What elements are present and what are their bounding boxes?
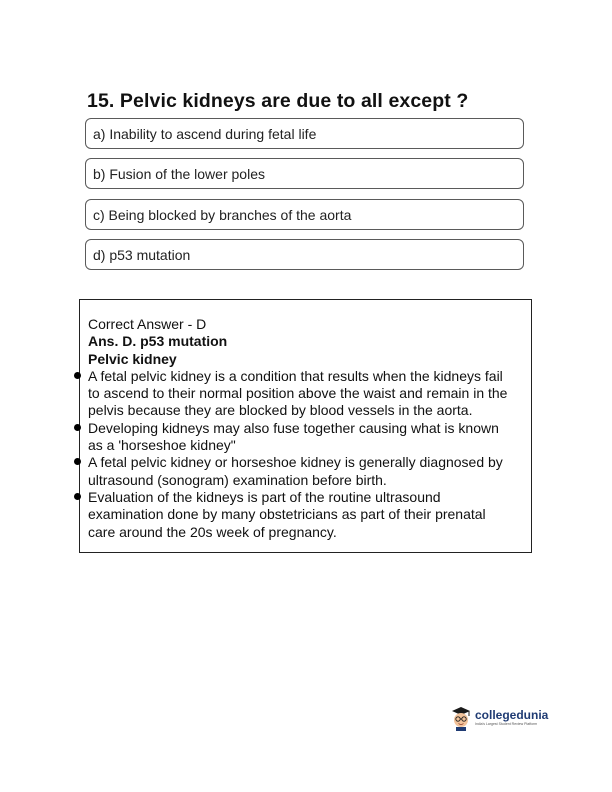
option-a[interactable] bbox=[85, 118, 524, 149]
bullet-4-line-2: examination done by many obstetricians as part of their prenatal bbox=[88, 506, 486, 523]
answer-content bbox=[88, 316, 524, 541]
explanation-bullet-3 bbox=[88, 454, 524, 489]
explanation-list bbox=[88, 368, 524, 541]
explanation-bullet-1 bbox=[88, 368, 524, 420]
explanation-bullet-4 bbox=[88, 489, 524, 541]
explanation-bullet-2 bbox=[88, 420, 524, 455]
logo-tagline: India's Largest Student Review Platform bbox=[475, 722, 538, 726]
topic-heading: Pelvic kidney bbox=[88, 350, 177, 367]
option-c-label: c) Being blocked by branches of the aorta bbox=[93, 206, 352, 223]
bullet-4-line-3: care around the 20s week of pregnancy. bbox=[88, 523, 337, 540]
logo-text bbox=[475, 709, 548, 727]
answer-explanation-box bbox=[79, 299, 532, 553]
bullet-2-line-2: as a 'horseshoe kidney" bbox=[88, 437, 236, 454]
bullet-3-line-2: ultrasound (sonogram) examination before birth. bbox=[88, 471, 387, 488]
bullet-1-line-2: to ascend to their normal position above the waist and remain in the bbox=[88, 385, 508, 402]
question-title: 15. Pelvic kidneys are due to all except ? bbox=[87, 90, 469, 112]
bullet-dot-icon bbox=[74, 424, 81, 431]
correct-answer-text: Correct Answer - D bbox=[88, 316, 207, 332]
bullet-2-line-1: Developing kidneys may also fuse together causing what is known bbox=[88, 419, 499, 436]
collegedunia-logo bbox=[450, 705, 548, 731]
option-a-label: a) Inability to ascend during fetal life bbox=[93, 125, 317, 142]
option-c[interactable] bbox=[85, 199, 524, 230]
mascot-icon bbox=[450, 705, 472, 731]
option-b-label: b) Fusion of the lower poles bbox=[93, 165, 265, 182]
option-d-label: d) p53 mutation bbox=[93, 246, 191, 263]
bullet-dot-icon bbox=[74, 458, 81, 465]
bullet-1-line-1: A fetal pelvic kidney is a condition that results when the kidneys fail bbox=[88, 367, 503, 384]
bullet-dot-icon bbox=[74, 493, 81, 500]
bullet-1-line-3: pelvis because they are blocked by blood vessels in the aorta. bbox=[88, 402, 473, 419]
bullet-4-line-1: Evaluation of the kidneys is part of the routine ultrasound bbox=[88, 488, 441, 505]
option-d[interactable] bbox=[85, 239, 524, 270]
answer-line: Ans. D. p53 mutation bbox=[88, 333, 228, 350]
logo-name: collegedunia bbox=[475, 708, 549, 722]
bullet-dot-icon bbox=[74, 372, 81, 379]
bullet-3-line-1: A fetal pelvic kidney or horseshoe kidney is generally diagnosed by bbox=[88, 454, 503, 471]
option-b[interactable] bbox=[85, 158, 524, 189]
